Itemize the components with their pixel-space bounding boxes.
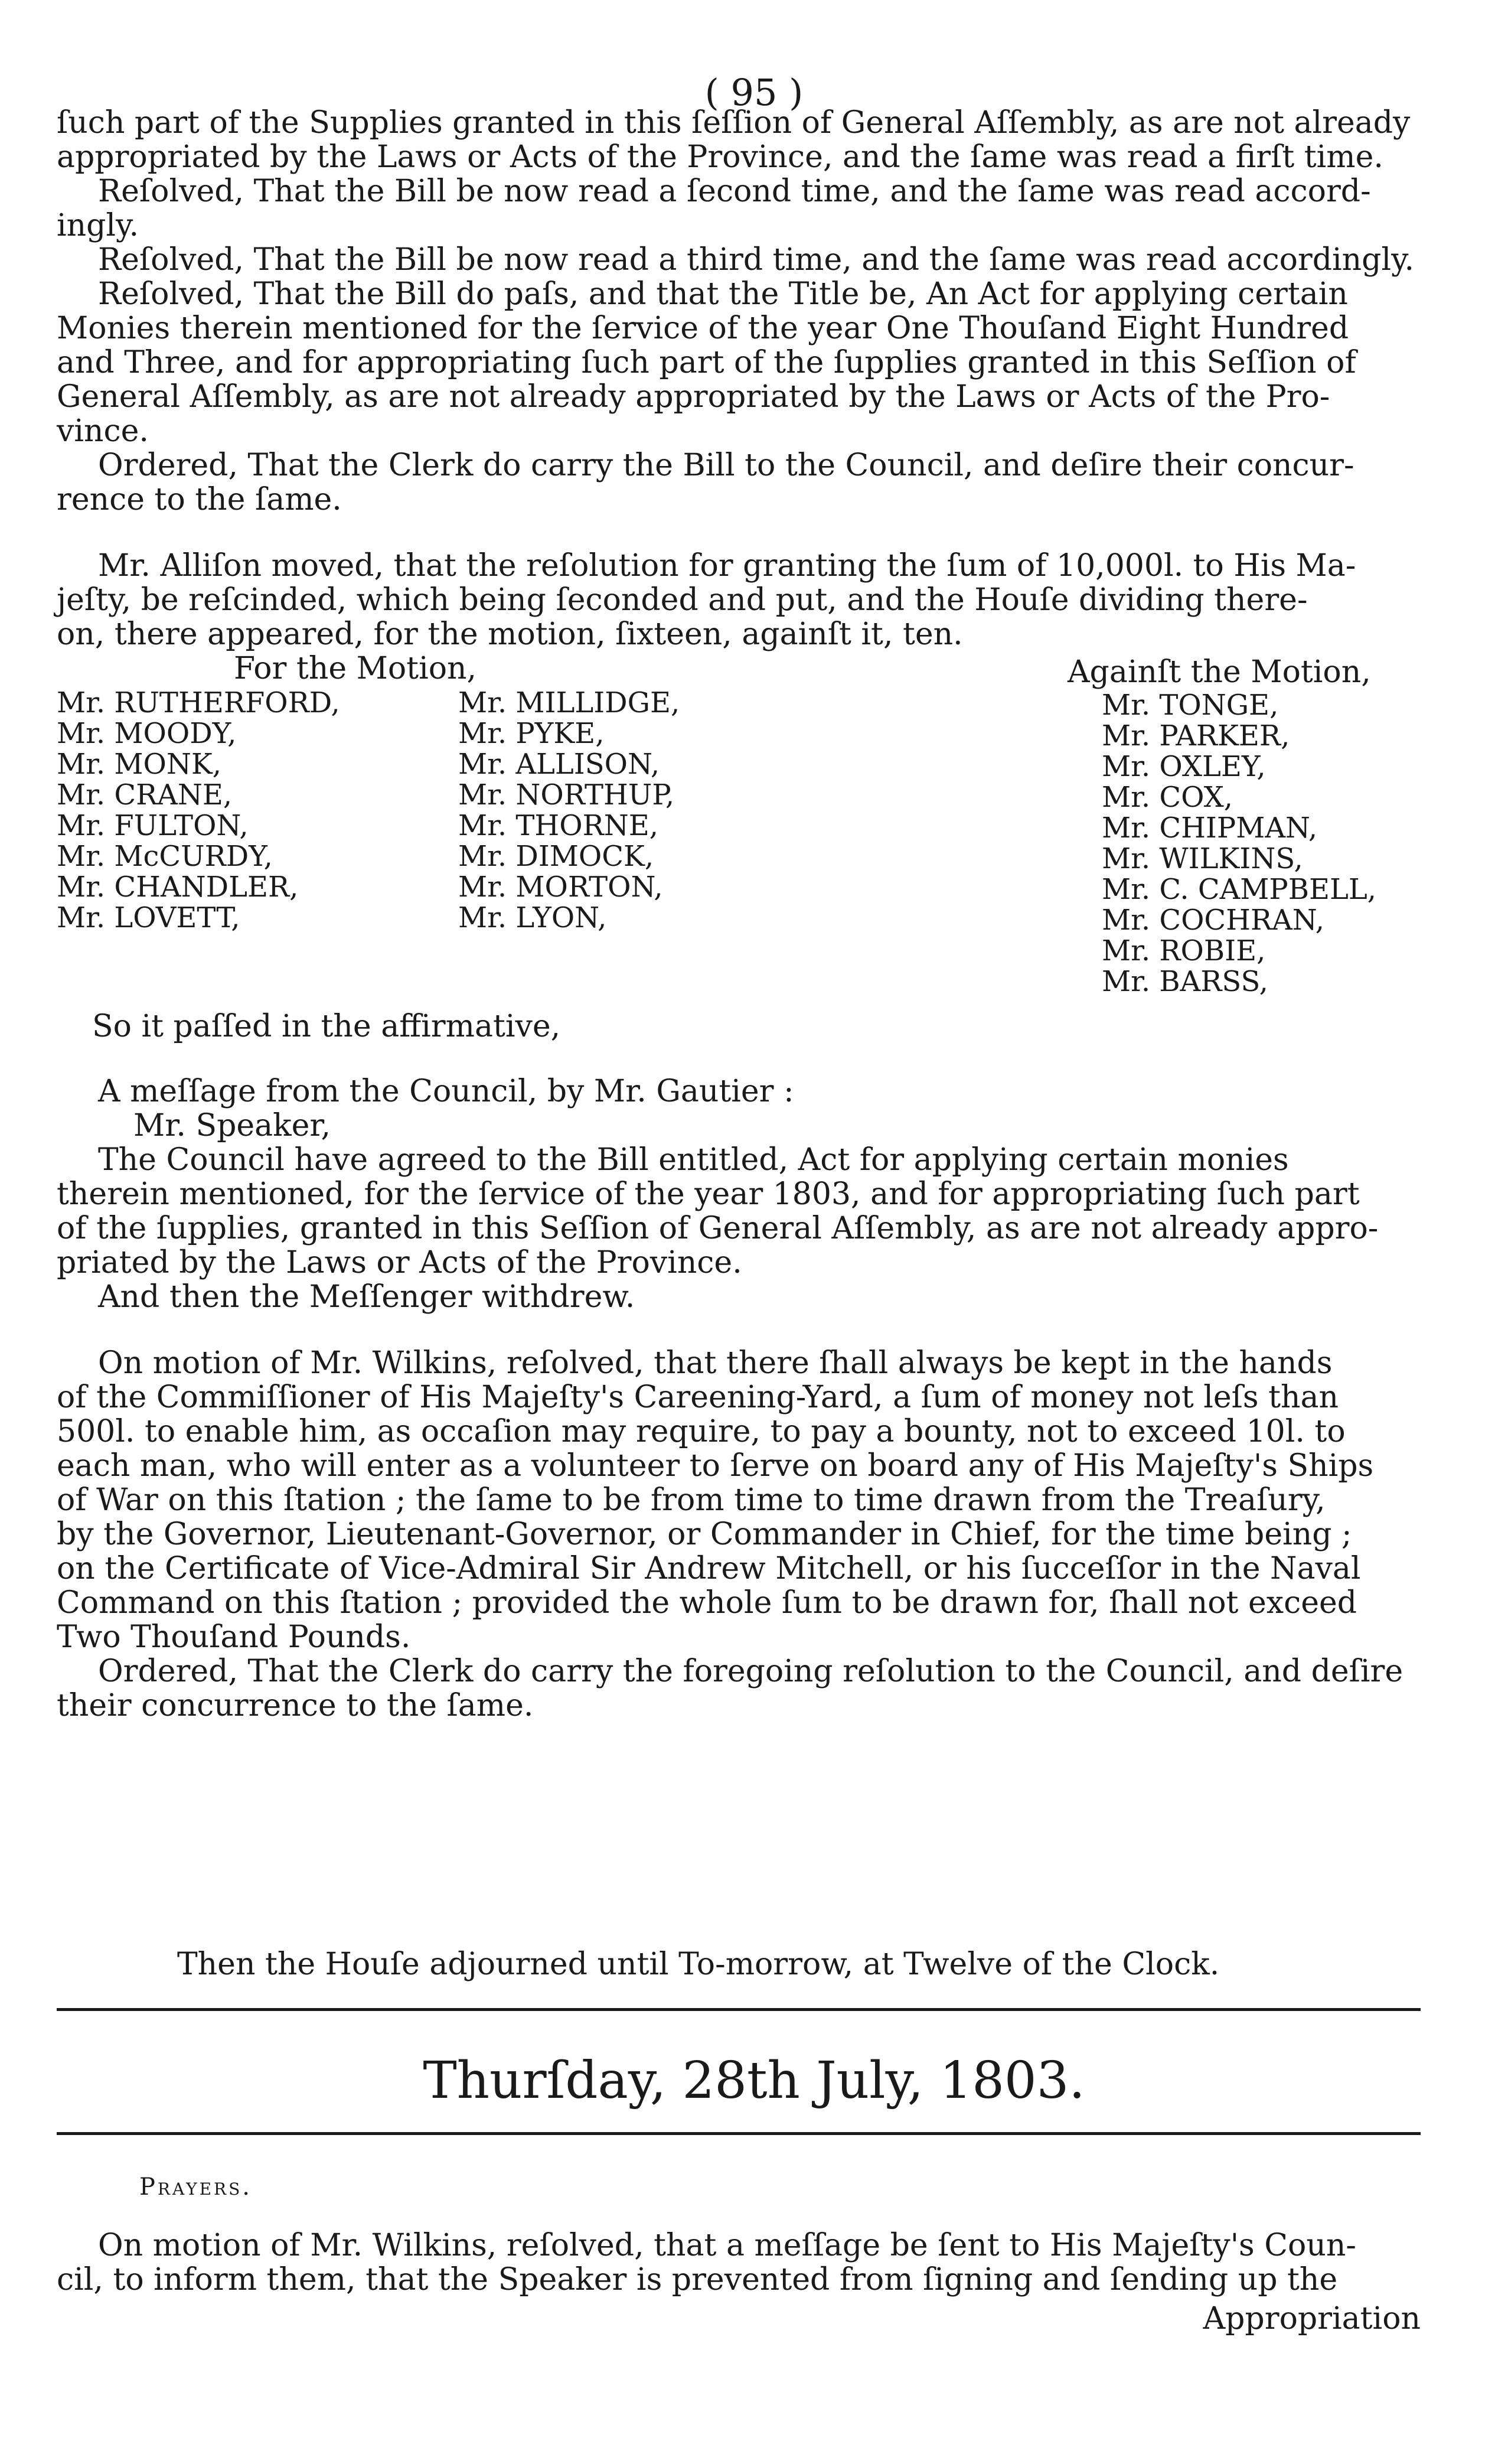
- prayers-heading: Prayers.: [139, 2173, 252, 2201]
- text-line: Ordered, That the Clerk do carry the foregoing reſolution to the Council, and deſire: [98, 1654, 1403, 1689]
- name-against: Mr. PARKER,: [1102, 719, 1290, 752]
- name-for-col1: Mr. FULTON,: [57, 809, 249, 842]
- name-against: Mr. TONGE,: [1102, 689, 1279, 722]
- date-heading: Thurſday, 28th July, 1803.: [423, 2051, 1085, 2110]
- name-for-col2: Mr. MILLIDGE,: [458, 686, 680, 719]
- text-line: vince.: [57, 413, 149, 449]
- text-line: A meſſage from the Council, by Mr. Gautier :: [98, 1074, 794, 1109]
- text-line: cil, to inform them, that the Speaker is prevented from ſigning and ſending up the: [57, 2262, 1338, 2297]
- name-against: Mr. COX,: [1102, 781, 1233, 814]
- name-for-col2: Mr. PYKE,: [458, 717, 605, 750]
- text-line: Reſolved, That the Bill do paſs, and that the Title be, An Act for applying certain: [98, 276, 1348, 312]
- against-motion-heading: Againſt the Motion,: [1068, 654, 1371, 690]
- text-line: and Three, and for appropriating ſuch part of the ſupplies granted in this Seſſion of: [57, 345, 1356, 380]
- text-line: 500l. to enable him, as occaſion may require, to pay a bounty, not to exceed 10l. to: [57, 1414, 1346, 1449]
- catchword: Appropriation: [1203, 2301, 1421, 2336]
- name-for-col2: Mr. ALLISON,: [458, 748, 660, 781]
- text-line: Mr. Alliſon moved, that the reſolution for granting the ſum of 10,000l. to His Ma-: [98, 548, 1356, 584]
- name-against: Mr. BARSS,: [1102, 965, 1268, 998]
- for-motion-heading: For the Motion,: [234, 651, 477, 686]
- name-for-col1: Mr. MOODY,: [57, 717, 237, 750]
- text-line: by the Governor, Lieutenant-Governor, or Commander in Chief, for the time being ;: [57, 1517, 1352, 1552]
- text-line: therein mentioned, for the ſervice of the year 1803, and for appropriating ſuch part: [57, 1176, 1360, 1212]
- name-for-col1: Mr. McCURDY,: [57, 840, 273, 873]
- adjournment-line: Then the Houſe adjourned until To-morrow, at Twelve of the Clock.: [177, 1947, 1220, 1982]
- text-line: rence to the ſame.: [57, 482, 342, 517]
- bottom-rule: [57, 2132, 1421, 2135]
- text-line: Ordered, That the Clerk do carry the Bill to the Council, and deſire their concur-: [98, 448, 1354, 483]
- text-line: Reſolved, That the Bill be now read a third time, and the ſame was read accordingly.: [98, 242, 1415, 278]
- text-line: of War on this ſtation ; the ſame to be from time to time drawn from the Treaſury,: [57, 1482, 1326, 1518]
- text-line: Reſolved, That the Bill be now read a ſecond time, and the ſame was read accord-: [98, 174, 1371, 209]
- name-for-col2: Mr. LYON,: [458, 901, 607, 934]
- text-line: Command on this ſtation ; provided the whole ſum to be drawn for, ſhall not exceed: [57, 1585, 1357, 1621]
- name-for-col1: Mr. LOVETT,: [57, 901, 240, 934]
- text-line: On motion of Mr. Wilkins, reſolved, that there ſhall always be kept in the hands: [98, 1345, 1333, 1381]
- name-against: Mr. ROBIE,: [1102, 934, 1266, 967]
- name-against: Mr. CHIPMAN,: [1102, 811, 1318, 845]
- text-line: And then the Meſſenger withdrew.: [98, 1279, 635, 1315]
- text-line: Monies therein mentioned for the ſervice of the year One Thouſand Eight Hundred: [57, 311, 1349, 346]
- text-line: on, there appeared, for the motion, ſixteen, againſt it, ten.: [57, 617, 963, 652]
- name-for-col2: Mr. DIMOCK,: [458, 840, 654, 873]
- text-line: jeſty, be reſcinded, which being ſeconded and put, and the Houſe dividing there-: [57, 582, 1308, 618]
- text-line: Mr. Speaker,: [133, 1108, 331, 1143]
- text-line: each man, who will enter as a volunteer to ſerve on board any of His Majeſty's Ships: [57, 1448, 1374, 1484]
- text-line: on the Certificate of Vice-Admiral Sir Andrew Mitchell, or his ſucceſſor in the Naval: [57, 1551, 1361, 1586]
- text-line: appropriated by the Laws or Acts of the Province, and the ſame was read a firſt time.: [57, 139, 1383, 175]
- text-line: of the Commiſſioner of His Majeſty's Careening-Yard, a ſum of money not leſs than: [57, 1380, 1339, 1415]
- text-line: The Council have agreed to the Bill entitled, Act for applying certain monies: [98, 1142, 1289, 1178]
- name-against: Mr. WILKINS,: [1102, 842, 1303, 875]
- vote-result: So it paſſed in the affirmative,: [92, 1009, 561, 1044]
- name-against: Mr. C. CAMPBELL,: [1102, 873, 1377, 906]
- name-for-col2: Mr. THORNE,: [458, 809, 658, 842]
- name-for-col1: Mr. MONK,: [57, 748, 221, 781]
- text-line: their concurrence to the ſame.: [57, 1688, 534, 1723]
- page-number: ( 95 ): [704, 71, 804, 114]
- name-against: Mr. OXLEY,: [1102, 750, 1266, 783]
- text-line: of the ſupplies, granted in this Seſſion of General Aſſembly, as are not already appro-: [57, 1211, 1379, 1246]
- text-line: ſuch part of the Supplies granted in this ſeſſion of General Aſſembly, as are not already: [57, 105, 1411, 141]
- text-line: Two Thouſand Pounds.: [57, 1619, 411, 1655]
- name-against: Mr. COCHRAN,: [1102, 904, 1324, 937]
- text-line: priated by the Laws or Acts of the Province.: [57, 1245, 742, 1280]
- top-rule: [57, 2008, 1421, 2011]
- text-line: General Aſſembly, as are not already appropriated by the Laws or Acts of the Pro-: [57, 379, 1330, 415]
- name-for-col2: Mr. NORTHUP,: [458, 778, 675, 811]
- name-for-col1: Mr. RUTHERFORD,: [57, 686, 340, 719]
- name-for-col1: Mr. CRANE,: [57, 778, 233, 811]
- text-line: On motion of Mr. Wilkins, reſolved, that a meſſage be ſent to His Majeſty's Coun-: [98, 2228, 1356, 2263]
- name-for-col2: Mr. MORTON,: [458, 871, 663, 904]
- name-for-col1: Mr. CHANDLER,: [57, 871, 299, 904]
- text-line: ingly.: [57, 208, 139, 243]
